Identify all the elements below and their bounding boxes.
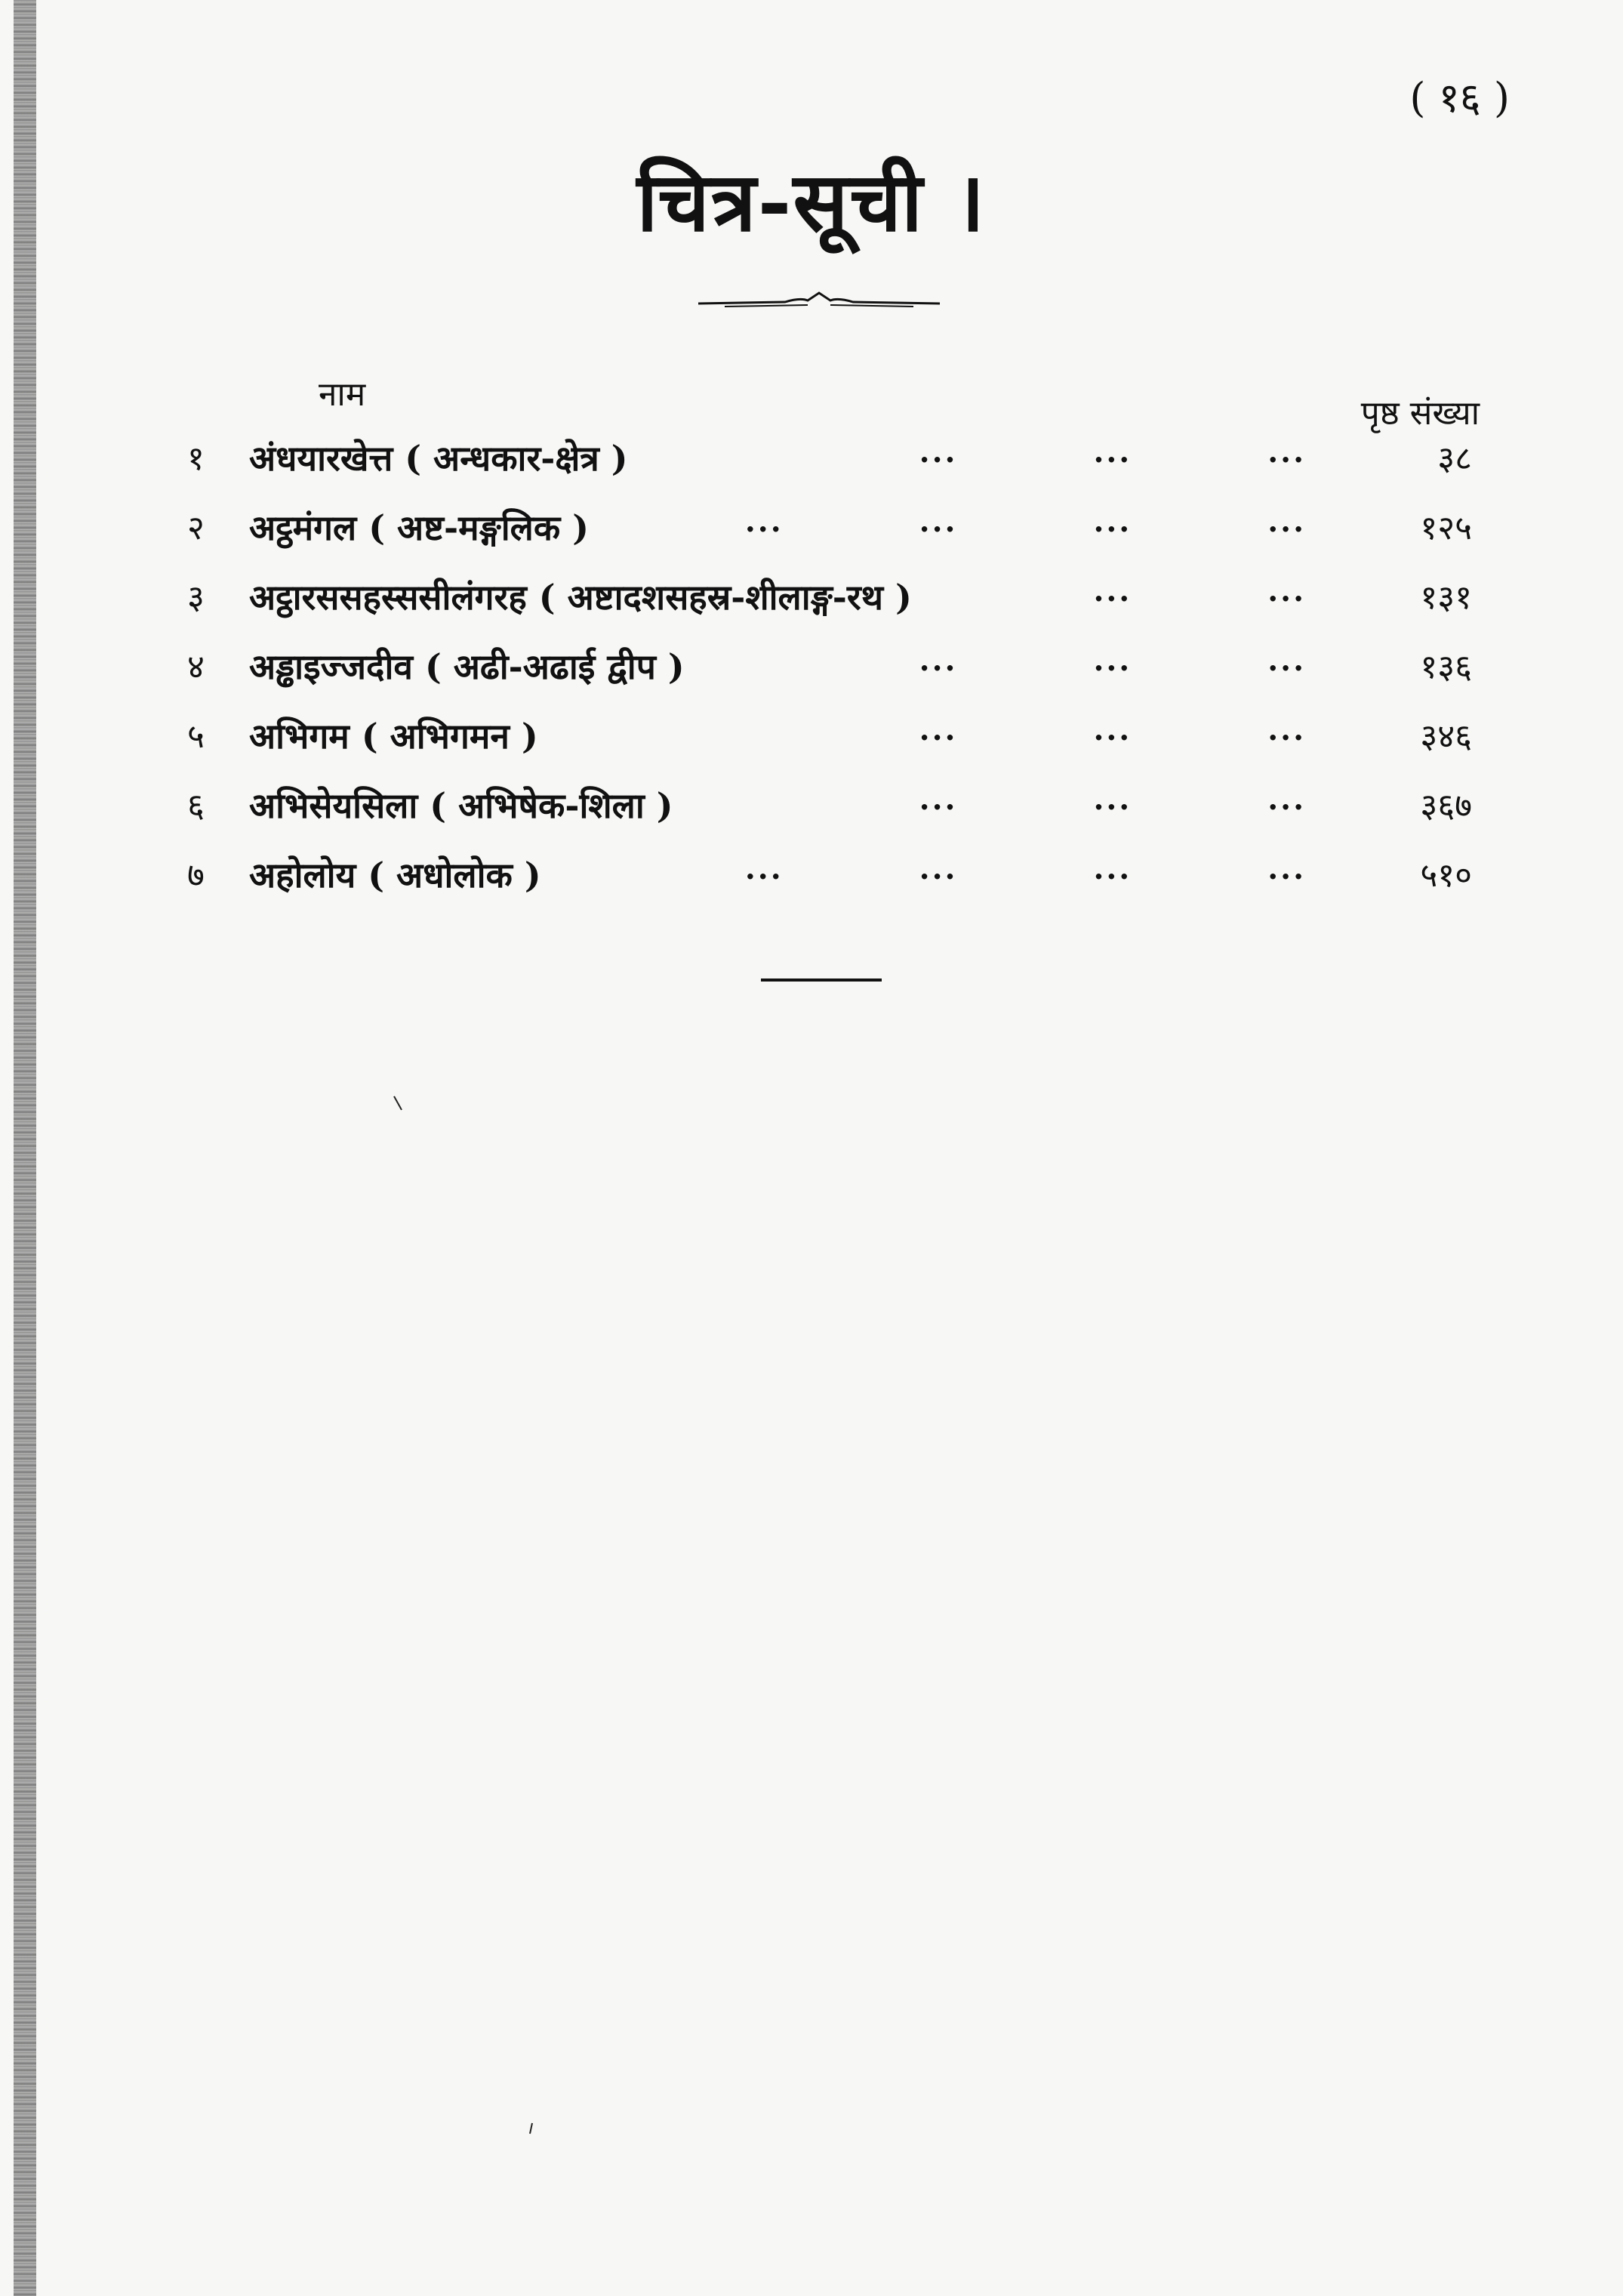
leader-dots: ... xyxy=(1093,504,1132,539)
leader-dots: ... xyxy=(1267,643,1306,678)
entry-page: १२५ xyxy=(1420,509,1472,547)
entry-leader xyxy=(702,712,1306,747)
entry-number: २ xyxy=(187,509,205,547)
leader-dots: ... xyxy=(744,851,784,886)
page-title: चित्र-सूची । xyxy=(636,155,987,250)
column-header-name: नाम xyxy=(319,375,366,414)
entry-page: ५१० xyxy=(1420,856,1472,895)
entry-page: १३६ xyxy=(1420,648,1472,686)
entry-leader xyxy=(702,851,1306,886)
entry-leader xyxy=(702,781,1306,817)
leader-dots: ... xyxy=(1093,712,1132,747)
entry-leader xyxy=(702,434,1306,470)
entry-number: ४ xyxy=(187,648,205,686)
entry-label: अभिगम ( अभिगमन ) xyxy=(249,716,538,757)
entry-leader xyxy=(702,643,1306,678)
figure-list xyxy=(0,434,1623,920)
list-item xyxy=(0,573,1623,643)
leader-dots: ... xyxy=(744,504,784,539)
entry-number: १ xyxy=(187,439,205,478)
entry-number: ६ xyxy=(187,787,205,825)
leader-dots: ... xyxy=(919,712,958,747)
leader-dots: ... xyxy=(919,504,958,539)
entry-label: अभिसेयसिला ( अभिषेक-शिला ) xyxy=(249,785,673,826)
column-header-page: पृष्ठ संख्या xyxy=(1360,394,1480,433)
leader-dots: ... xyxy=(919,851,958,886)
page-number: ( १६ ) xyxy=(1409,74,1510,122)
entry-label: अड्ढाइज्जदीव ( अढी-अढाई द्वीप ) xyxy=(249,646,685,687)
entry-page: ३४६ xyxy=(1420,717,1472,756)
entry-leader xyxy=(702,573,1306,609)
list-item xyxy=(0,504,1623,573)
leader-dots: ... xyxy=(1093,851,1132,886)
entry-number: ३ xyxy=(187,578,205,617)
list-item xyxy=(0,781,1623,851)
leader-dots: ... xyxy=(1267,573,1306,609)
list-item xyxy=(0,851,1623,920)
list-item xyxy=(0,643,1623,712)
entry-page: ३८ xyxy=(1437,439,1472,478)
entry-number: ५ xyxy=(187,717,205,756)
leader-dots: ... xyxy=(919,434,958,470)
entry-label: अट्ठारससहस्ससीलंगरह ( अष्टादशसहस्र-शीलाङ्ग-रथ ) xyxy=(249,577,912,618)
list-item xyxy=(0,712,1623,781)
entry-page: ३६७ xyxy=(1420,787,1472,825)
list-item xyxy=(0,434,1623,504)
entry-label: अंधयारखेत्त ( अन्धकार-क्षेत्र ) xyxy=(249,438,628,479)
leader-dots: ... xyxy=(1267,781,1306,817)
leader-dots: ... xyxy=(1093,781,1132,817)
leader-dots: ... xyxy=(1267,712,1306,747)
entry-number: ७ xyxy=(187,856,205,895)
leader-dots: ... xyxy=(1093,434,1132,470)
leader-dots: ... xyxy=(919,643,958,678)
leader-dots: ... xyxy=(1267,504,1306,539)
entry-leader xyxy=(702,504,1306,539)
end-rule xyxy=(761,978,882,982)
entry-label: अट्ठमंगल ( अष्ट-मङ्गलिक ) xyxy=(249,507,589,548)
title-ornament xyxy=(694,285,944,316)
leader-dots: ... xyxy=(1093,573,1132,609)
leader-dots: ... xyxy=(1093,643,1132,678)
page-spine-edge xyxy=(14,0,36,2296)
leader-dots: ... xyxy=(1267,434,1306,470)
leader-dots: ... xyxy=(919,781,958,817)
entry-page: १३१ xyxy=(1420,578,1472,617)
entry-label: अहोलोय ( अधोलोक ) xyxy=(249,855,541,895)
leader-dots: ... xyxy=(1267,851,1306,886)
